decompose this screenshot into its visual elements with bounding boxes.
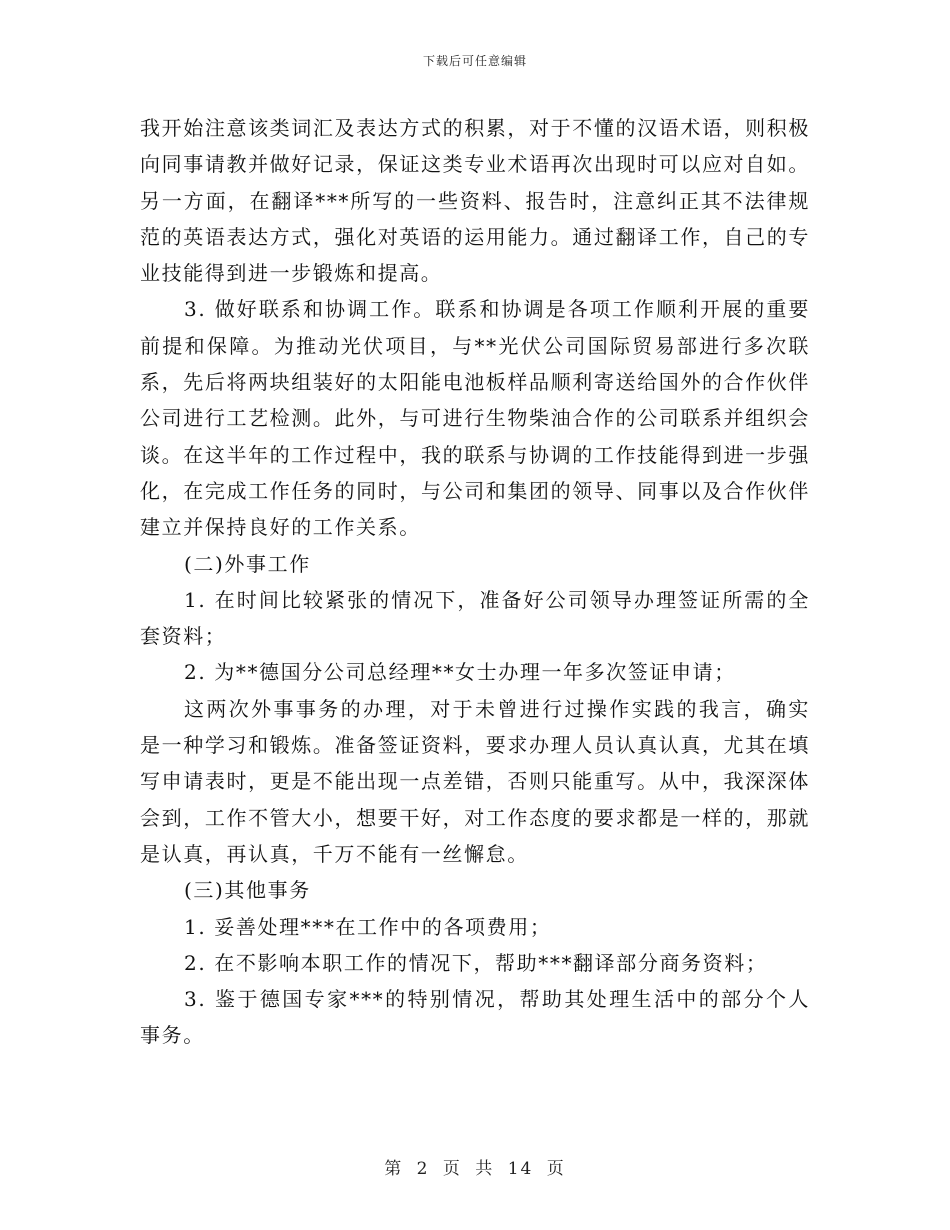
page-number-footer: 第 2 页 共 14 页 [384, 1159, 566, 1179]
paragraph-2: 3. 做好联系和协调工作。联系和协调是各项工作顺利开展的重要前提和保障。为推动光伏项目，与**光伏公司国际贸易部进行多次联系，先后将两块组装好的太阳能电池板样品顺利寄送给国外的合作伙伴公司进行工艺检测。此外，与可进行生物柴油合作的公司联系并组织会谈。在这半年的工作过程中，我的联系与协调的工作技能得到进一步强化，在完成工作任务的同时，与公司和集团的领导、同事以及合作伙伴建立并保持良好的工作关系。 [140, 297, 810, 540]
list-item-1: 1. 在时间比较紧张的情况下，准备好公司领导办理签证所需的全套资料； [140, 587, 810, 649]
section-heading-other-affairs: (三)其他事务 [184, 878, 311, 903]
list-item-2: 2. 为**德国分公司总经理**女士办理一年多次签证申请； [184, 660, 736, 685]
section-heading-foreign-affairs: (二)外事工作 [184, 551, 311, 576]
paragraph-1: 我开始注意该类词汇及表达方式的积累，对于不懂的汉语术语，则积极向同事请教并做好记录，保证这类专业术语再次出现时可以应对自如。另一方面，在翻译***所写的一些资料、报告时，注意纠正其不法律规范的英语表达方式，强化对英语的运用能力。通过翻译工作，自己的专业技能得到进一步锻炼和提高。 [140, 116, 810, 286]
list-item-4: 2. 在不影响本职工作的情况下，帮助***翻译部分商务资料； [184, 950, 768, 975]
document-body [140, 110, 810, 1054]
list-item-5: 3. 鉴于德国专家***的特别情况，帮助其处理生活中的部分个人事务。 [140, 987, 810, 1048]
paragraph-reflection: 这两次外事事务的办理，对于未曾进行过操作实践的我言，确实是一种学习和锻炼。准备签证资料，要求办理人员认真认真，尤其在填写申请表时，更是不能出现一点差错，否则只能重写。从中，我深深体会到，工作不管大小，想要干好，对工作态度的要求都是一样的，那就是认真，再认真，千万不能有一丝懈怠。 [140, 696, 810, 866]
page-header: 下载后可任意编辑 [422, 54, 527, 68]
list-item-3: 1. 妥善处理***在工作中的各项费用； [184, 914, 552, 939]
